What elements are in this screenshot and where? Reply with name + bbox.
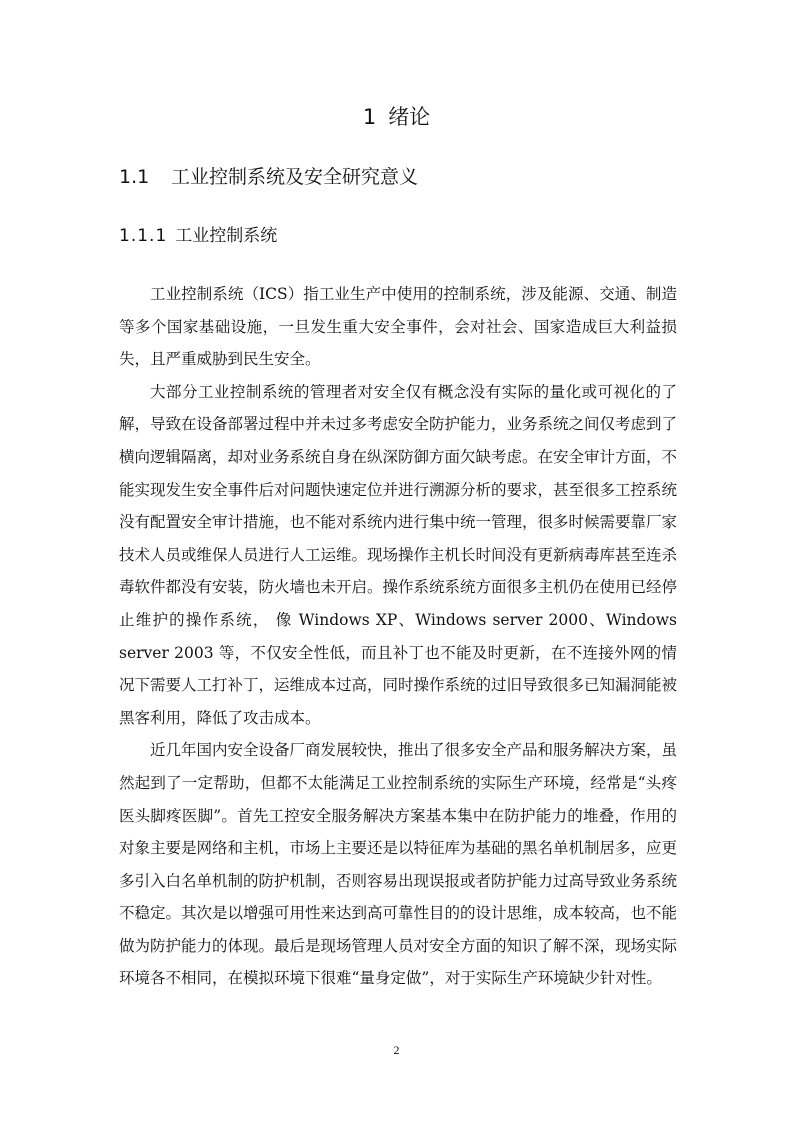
subsection-title-text: 工业控制系统	[175, 226, 278, 246]
page-number: 2	[393, 1043, 400, 1057]
body-text	[119, 278, 677, 995]
paragraph: 近几年国内安全设备厂商发展较快，推出了很多安全产品和服务解决方案，虽然起到了一定帮助，但都不太能满足工业控制系统的实际生产环境，经常是“头疼医头脚疼医脚”。首先工控安全服务解决方案基本集中在防护能力的堆叠，作用的对象主要是网络和主机，市场上主要还是以特征库为基础的黑名单机制居多，应更多引入白名单机制的防护机制，否则容易出现误报或者防护能力过高导致业务系统不稳定。其次是以增强可用性来达到高可靠性目的的设计思维，成本较高，也不能做为防护能力的体现。最后是现场管理人员对安全方面的知识了解不深，现场实际环境各不相同，在模拟环境下很难“量身定做”，对于实际生产环境缺少针对性。	[119, 741, 678, 988]
section-number: 1.1	[119, 166, 150, 188]
subsection-heading	[119, 222, 277, 250]
paragraph: 大部分工业控制系统的管理者对安全仅有概念没有实际的量化或可视化的了解，导致在设备部署过程中并未过多考虑安全防护能力，业务系统之间仅考虑到了横向逻辑隔离，却对业务系统自身在纵深防御方面欠缺考虑。在安全审计方面，不能实现发生安全事件后对问题快速定位并进行溯源分析的要求，甚至很多工控系统没有配置安全审计措施，也不能对系统内进行集中统一管理，很多时候需要靠厂家技术人员或维保人员进行人工运维。现场操作主机长时间没有更新病毒库甚至连杀毒软件都没有安装，防火墙也未开启。操作系统系统方面很多主机仍在使用已经停止维护的操作系统， 像 Windows XP、Windows server 2000、Windows server 2003 等，不仅安全性低，而且补丁也不能及时更新，在不连接外网的情况下需要人工打补丁，运维成本过高，同时操作系统的过旧导致很多已知漏洞能被黑客利用，降低了攻击成本。	[119, 382, 678, 727]
section-title-text: 工业控制系统及安全研究意义	[171, 166, 419, 188]
paragraph: 工业控制系统（ICS）指工业生产中使用的控制系统，涉及能源、交通、制造等多个国家基础设施，一旦发生重大安全事件，会对社会、国家造成巨大利益损失，且严重威胁到民生安全。	[119, 285, 677, 369]
chapter-title-text: 绪论	[388, 105, 431, 129]
chapter-heading	[0, 102, 793, 132]
subsection-number: 1.1.1	[119, 226, 168, 246]
section-heading	[119, 162, 418, 192]
chapter-number: 1	[362, 105, 377, 129]
